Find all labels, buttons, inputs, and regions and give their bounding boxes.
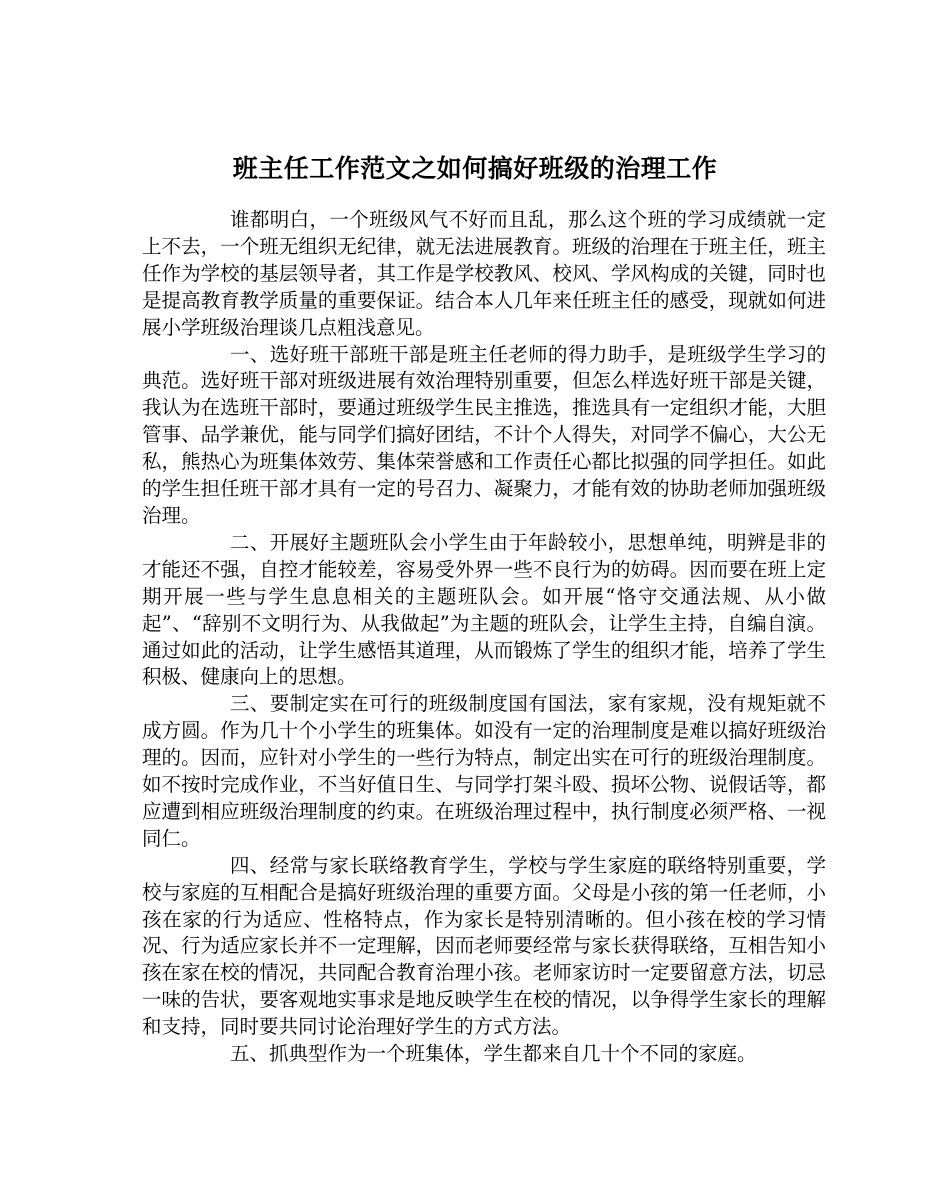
document-title: 班主任工作范文之如何搞好班级的治理工作 xyxy=(232,153,718,183)
paragraph-section-2: 二、开展好主题班队会小学生由于年龄较小，思想单纯，明辨是非的才能还不强，自控才能较差，容易受外界一些不良行为的妨碍。因而要在班上定期开展一些与学生息息相关的主题班队会。如开展“恪守交通法规、从小做起”、“辞别不文明行为、从我做起”为主题的班队会，让学生主持，自编自演。通过如此的活动，让学生感悟其道理，从而锻炼了学生的组织才能，培养了学生积极、健康向上的思想。 xyxy=(142,530,826,689)
paragraph-section-4: 四、经常与家长联络教育学生，学校与学生家庭的联络特别重要，学校与家庭的互相配合是搞好班级治理的重要方面。父母是小孩的第一任老师，小孩在家的行为适应、性格特点，作为家长是特别清晰的。但小孩在校的学习情况、行为适应家长并不一定理解，因而老师要经常与家长获得联络，互相告知小孩在家在校的情况，共同配合教育治理小孩。老师家访时一定要留意方法，切忌一味的告状，要客观地实事求是地反映学生在校的情况，以争得学生家长的理解和支持，同时要共同讨论治理好学生的方式方法。 xyxy=(142,853,826,1039)
paragraph-section-5: 五、抓典型作为一个班集体，学生都来自几十个不同的家庭。 xyxy=(230,1042,757,1066)
paragraph-intro: 谁都明白，一个班级风气不好而且乱，那么这个班的学习成绩就一定上不去，一个班无组织无纪律，就无法进展教育。班级的治理在于班主任，班主任作为学校的基层领导者，其工作是学校教风、校风、学风构成的关键，同时也是提高教育教学质量的重要保证。结合本人几年来任班主任的感受，现就如何进展小学班级治理谈几点粗浅意见。 xyxy=(142,208,826,339)
paragraph-section-3: 三、要制定实在可行的班级制度国有国法，家有家规，没有规矩就不成方圆。作为几十个小学生的班集体。如没有一定的治理制度是难以搞好班级治理的。因而，应针对小学生的一些行为特点，制定出实在可行的班级治理制度。如不按时完成作业，不当好值日生、与同学打架斗殴、损坏公物、说假话等，都应遭到相应班级治理制度的约束。在班级治理过程中，执行制度必须严格、一视同仁。 xyxy=(142,692,826,850)
paragraph-section-1: 一、选好班干部班干部是班主任老师的得力助手，是班级学生学习的典范。选好班干部对班级进展有效治理特别重要，但怎么样选好班干部是关键，我认为在选班干部时，要通过班级学生民主推选，推选具有一定组织才能，大胆管事、品学兼优，能与同学们搞好团结，不计个人得失，对同学不偏心，大公无私，熊热心为班集体效劳、集体荣誉感和工作责任心都比拟强的同学担任。如此的学生担任班干部才具有一定的号召力、凝聚力，才能有效的协助老师加强班级治理。 xyxy=(142,342,826,527)
document-body xyxy=(142,207,826,1068)
